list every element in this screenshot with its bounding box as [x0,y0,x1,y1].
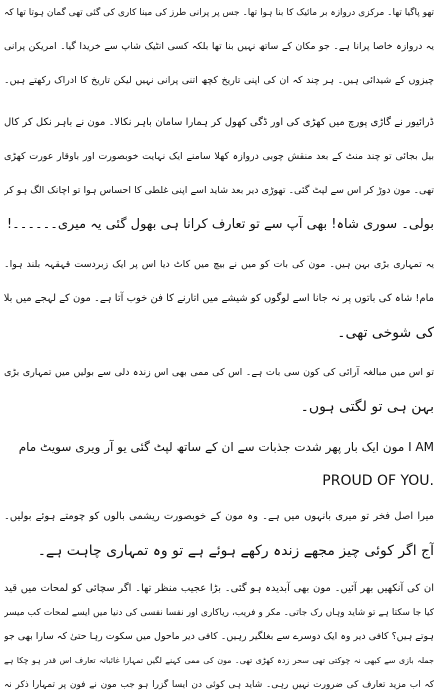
text-line: یہ دروازہ خاصا پرانا ہے۔ جو مکان کے ساتھ نہیں بنا تھا بلکہ کسی انٹیک شاپ سے خریدا گیا۔ امریکن پرانی [4,41,434,52]
text-line: جملہ بازی سے کبھی نہ چوکتی تھی سحر زدہ کھڑی تھی۔ مون کی ممی کہنے لگیں تمہارا غائبانہ تعارف اس قدر ہو چکا ہے [4,656,434,665]
text-line: چیزوں کے شیدائی ہیں۔ ہر چند کہ ان کی اپنی تاریخ کچھ اتنی پرانی نہیں لیکن تاریخ کا ادراک رکھتے ہیں۔ [4,75,434,86]
text-line: کہ اب مزید تعارف کی ضرورت نہیں رہی۔ شاید ہی کوئی دن ایسا گزرا ہو جب مون نے فون پر تمہارا ذکر نہ [4,680,434,690]
text-line: بہن ہی تو لگتی ہوں۔ [300,399,434,415]
text-line: تو اس میں مبالغہ آرائی کی کون سی بات ہے۔ اس کی ممی بھی اس زندہ دلی سے بولیں میں تمہاری بڑی [4,367,434,378]
text-line: کی شوخی تھی۔ [337,325,434,341]
text-line: مام! شاہ کی باتوں پر نہ جانا اسے لوگوں کو شیشے میں اتارنے کا فن خوب آتا ہے۔ مون کے لہجے میں بلا [4,293,434,304]
text-line: ان کی آنکھیں بھر آئیں۔ مون بھی آبدیدہ ہو گئی۔ بڑا عجیب منظر تھا۔ اگر سچائی کو لمحات میں قید [4,583,434,594]
text-line: تھی۔ مون دوڑ کر اس سے لپٹ گئی۔ تھوڑی دیر بعد شاید اسے اپنی غلطی کا احساس ہوا تو اچانک الگ ہو کر [4,185,434,196]
text-line: PROUD OF YOU. [322,473,434,489]
text-line: بولی۔ سوری شاہ! بھی آپ سے تو تعارف کرانا ہی بھول گئی یہ میری۔۔۔۔۔۔! [6,217,434,232]
text-line: یہ تمہاری بڑی بہن ہیں۔ مون کی بات کو میں نے بیچ میں کاٹ دیا اس پر ایک زبردست قہقہہ بلند ہوا۔ [4,259,434,270]
text-line: بیل بجائی تو چند منٹ کے بعد منقش چوبی دروازہ کھلا سامنے ایک نہایت خوبصورت اور باوقار عورت کھڑی [4,151,434,162]
text-line: تھو پاگیا تھا۔ مرکزی دروازہ بر مائیک کا بنا ہوا تھا۔ جس پر پرانی طرز کی مینا کاری کی گئی تھی گمان ہوتا تھا کہ [4,8,434,18]
text-line: آج اگر کوئی چیز مجھے زندہ رکھے ہوئے ہے تو وہ تمہاری چاہت ہے۔ [37,543,434,559]
text-line: میرا اصل فخر تو میری بانہوں میں ہے۔ وہ مون کے خوبصورت ریشمی بالوں کو چومتے ہوئے بولیں۔ [4,511,434,522]
text-line: مون ایک بار پھر شدت جذبات سے ان کے ساتھ لپٹ گئی یو آر ویری سویٹ مام I AM [18,440,434,454]
text-line: کیا جا سکتا ہے تو شاید وہاں رک جاتی۔ مکر و فریب، ریاکاری اور نفسا نفسی کی دنیا میں ایسے لمحات کب میسر [4,608,434,618]
text-line: ڈرائیور نے گاڑی پورچ میں کھڑی کی اور ڈگی کھول کر ہمارا سامان باہر نکالا۔ مون نے باہر نکل کر کال [4,117,434,128]
text-line: ہوتے ہیں؟ کافی دیر وہ ایک دوسرے سے بغلگیر رہیں۔ کافی دیر ماحول میں سکوت رہا حتیٰ کہ سارا بھی جو [4,631,434,642]
